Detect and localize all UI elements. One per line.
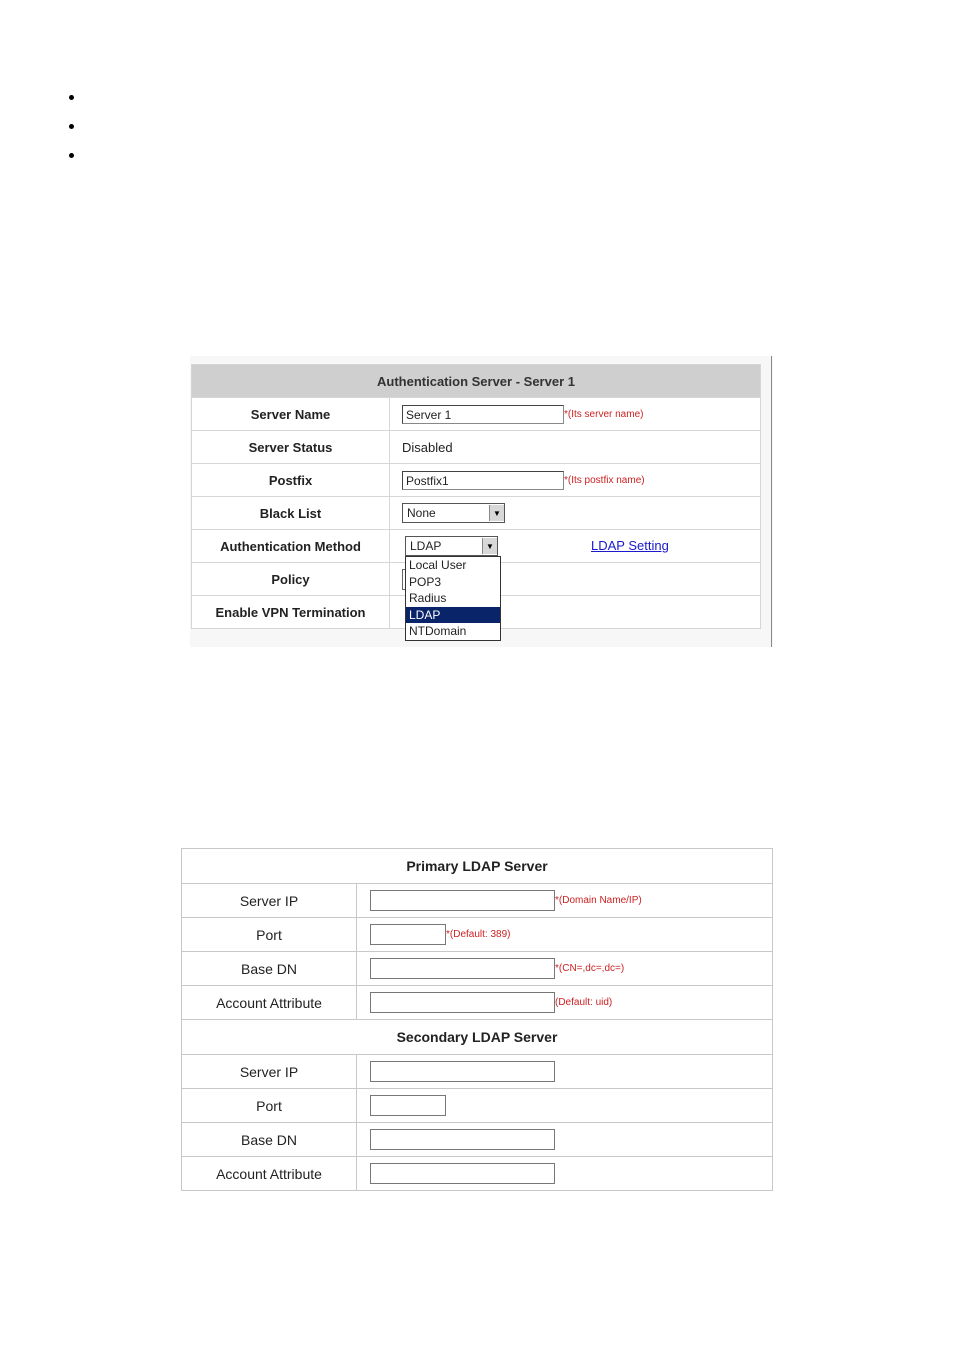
auth-method-value: LDAP [410, 539, 442, 553]
dropdown-option-ldap[interactable]: LDAP [406, 607, 500, 624]
primary-ldap-title: Primary LDAP Server [182, 849, 773, 884]
dropdown-option-ntdomain[interactable]: NTDomain [409, 624, 467, 638]
secondary-server-ip-input[interactable] [370, 1061, 555, 1082]
primary-port-hint: *(Default: 389) [446, 929, 511, 940]
primary-account-attr-hint: (Default: uid) [555, 997, 613, 1008]
primary-base-dn-hint: *(CN=,dc=,dc=) [555, 963, 625, 974]
black-list-select[interactable] [402, 503, 505, 523]
panel-edge [771, 356, 772, 647]
secondary-base-dn-label: Base DN [182, 1123, 357, 1157]
secondary-account-attr-input[interactable] [370, 1163, 555, 1184]
vpn-termination-label: Enable VPN Termination [192, 596, 390, 629]
primary-base-dn-label: Base DN [182, 952, 357, 986]
secondary-account-attr-label: Account Attribute [182, 1157, 357, 1191]
primary-account-attr-input[interactable] [370, 992, 555, 1013]
server-status-label: Server Status [192, 431, 390, 464]
primary-port-label: Port [182, 918, 357, 952]
primary-server-ip-hint: *(Domain Name/IP) [555, 895, 642, 906]
black-list-value: None [407, 506, 436, 520]
postfix-input[interactable]: Postfix1 [402, 471, 564, 490]
auth-method-select[interactable] [405, 536, 498, 556]
secondary-port-label: Port [182, 1089, 357, 1123]
dropdown-option-local-user[interactable]: Local User [409, 558, 467, 572]
server-name-hint: *(Its server name) [564, 408, 644, 420]
primary-server-ip-input[interactable] [370, 890, 555, 911]
secondary-port-input[interactable] [370, 1095, 446, 1116]
primary-base-dn-input[interactable] [370, 958, 555, 979]
ldap-settings-table [181, 848, 773, 1191]
secondary-ldap-title: Secondary LDAP Server [182, 1020, 773, 1055]
dropdown-option-radius[interactable]: Radius [409, 591, 447, 605]
policy-label: Policy [192, 563, 390, 596]
server-name-input[interactable]: Server 1 [402, 405, 564, 424]
chevron-down-icon[interactable]: ▼ [489, 505, 504, 521]
secondary-base-dn-input[interactable] [370, 1129, 555, 1150]
auth-panel-title: Authentication Server - Server 1 [192, 365, 761, 398]
server-name-label: Server Name [192, 398, 390, 431]
primary-port-input[interactable] [370, 924, 446, 945]
postfix-label: Postfix [192, 464, 390, 497]
dropdown-option-pop3[interactable]: POP3 [409, 574, 442, 589]
server-status-value: Disabled [402, 439, 453, 455]
primary-server-ip-label: Server IP [182, 884, 357, 918]
chevron-down-icon[interactable]: ▼ [482, 538, 497, 554]
postfix-hint: *(Its postfix name) [564, 474, 645, 486]
secondary-server-ip-label: Server IP [182, 1055, 357, 1089]
black-list-label: Black List [192, 497, 390, 530]
primary-account-attr-label: Account Attribute [182, 986, 357, 1020]
ldap-setting-link[interactable]: LDAP Setting [591, 538, 669, 553]
auth-method-label: Authentication Method [192, 530, 390, 563]
auth-method-dropdown-list[interactable] [405, 556, 501, 641]
